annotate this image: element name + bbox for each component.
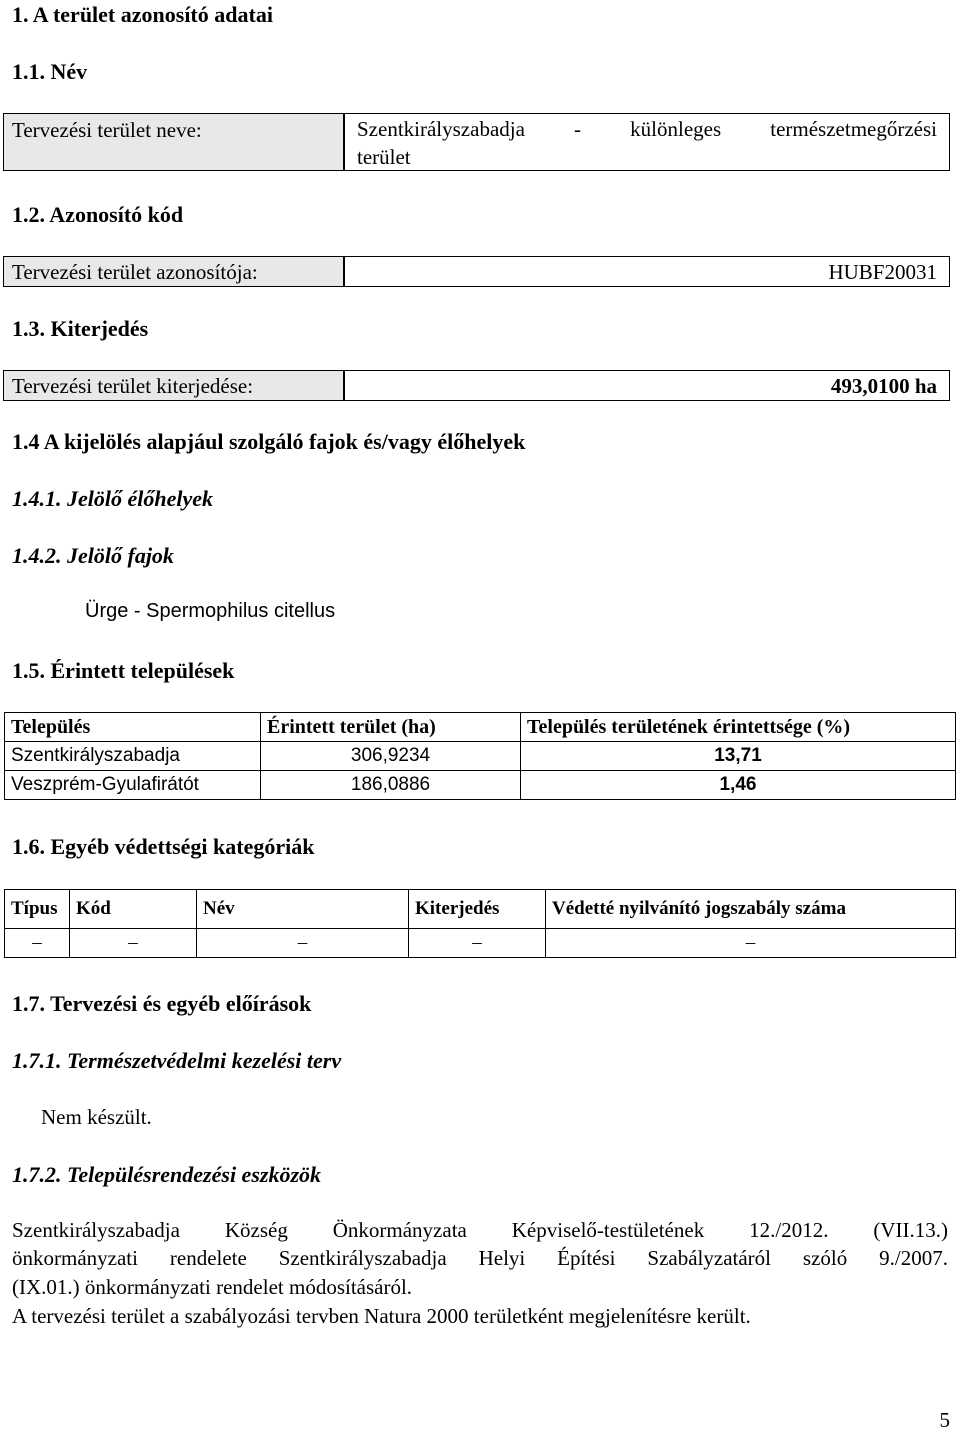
id-value-cell xyxy=(344,256,950,287)
name-label: Tervezési terület neve: xyxy=(12,118,202,142)
section-1-6-heading: 1.6. Egyéb védettségi kategóriák xyxy=(12,834,315,859)
name-value-line1: Szentkirályszabadja - különleges természetmegőrzési xyxy=(357,117,937,141)
section-1-7-heading: 1.7. Tervezési és egyéb előírások xyxy=(12,991,312,1016)
header-cell: Név xyxy=(197,890,409,929)
section-1-7-1-heading: 1.7.1. Természetvédelmi kezelési terv xyxy=(12,1048,342,1073)
page-number: 5 xyxy=(939,1408,950,1432)
section-1-2-heading: 1.2. Azonosító kód xyxy=(12,202,184,227)
header-cell: Kiterjedés xyxy=(409,890,546,929)
header-cell: Érintett terület (ha) xyxy=(261,713,521,742)
table-cell: – xyxy=(546,929,956,958)
id-label: Tervezési terület azonosítója: xyxy=(12,260,258,284)
species-text: Ürge - Spermophilus citellus xyxy=(85,600,336,622)
section-1-4-1-heading: 1.4.1. Jelölő élőhelyek xyxy=(12,486,214,511)
settlements-table xyxy=(4,712,956,800)
regulation-line-3: (IX.01.) önkormányzati rendelet módosításáról. xyxy=(12,1275,413,1299)
table-header-row xyxy=(5,890,956,929)
id-value: HUBF20031 xyxy=(828,260,937,284)
extent-label: Tervezési terület kiterjedése: xyxy=(12,374,254,398)
table-header-row xyxy=(5,713,956,742)
management-plan-text: Nem készült. xyxy=(41,1105,152,1129)
section-1-title: 1. A terület azonosító adatai xyxy=(12,2,273,27)
section-1-1-heading: 1.1. Név xyxy=(12,59,88,84)
regulation-line-4: A tervezési terület a szabályozási tervben Natura 2000 területként megjelenítésre került. xyxy=(12,1304,751,1328)
regulation-line-1: Szentkirályszabadja Község Önkormányzata Képviselő-testületének 12./2012. (VII.13.) xyxy=(12,1218,948,1242)
table-cell: – xyxy=(197,929,409,958)
name-value-line2: terület xyxy=(357,145,411,169)
table-row xyxy=(5,771,956,800)
table-cell: 13,71 xyxy=(521,742,956,771)
protection-table xyxy=(4,889,956,958)
extent-label-cell xyxy=(3,370,344,401)
id-label-cell xyxy=(3,256,344,287)
regulation-line-2: önkormányzati rendelete Szentkirályszabadja Helyi Építési Szabályzatáról szóló 9./2007. xyxy=(12,1246,948,1270)
table-cell: – xyxy=(70,929,197,958)
section-1-5-heading: 1.5. Érintett települések xyxy=(12,658,235,683)
table-cell: 1,46 xyxy=(521,771,956,800)
section-1-4-heading: 1.4 A kijelölés alapjául szolgáló fajok és/vagy élőhelyek xyxy=(12,429,526,454)
name-label-cell xyxy=(3,113,344,171)
header-cell: Típus xyxy=(5,890,70,929)
table-cell: – xyxy=(409,929,546,958)
header-cell: Védetté nyilvánító jogszabály száma xyxy=(546,890,956,929)
section-1-3-heading: 1.3. Kiterjedés xyxy=(12,316,149,341)
table-cell: 306,9234 xyxy=(261,742,521,771)
header-cell: Kód xyxy=(70,890,197,929)
table-cell: Veszprém-Gyulafirátót xyxy=(5,771,261,800)
section-1-4-2-heading: 1.4.2. Jelölő fajok xyxy=(12,543,174,568)
table-row xyxy=(5,929,956,958)
table-row xyxy=(5,742,956,771)
extent-value: 493,0100 ha xyxy=(830,374,937,398)
table-cell: – xyxy=(5,929,70,958)
extent-value-cell xyxy=(344,370,950,401)
table-cell: 186,0886 xyxy=(261,771,521,800)
header-cell: Település területének érintettsége (%) xyxy=(521,713,956,742)
section-1-7-2-heading: 1.7.2. Településrendezési eszközök xyxy=(12,1162,322,1187)
table-cell: Szentkirályszabadja xyxy=(5,742,261,771)
name-value-cell xyxy=(344,113,950,171)
header-cell: Település xyxy=(5,713,261,742)
